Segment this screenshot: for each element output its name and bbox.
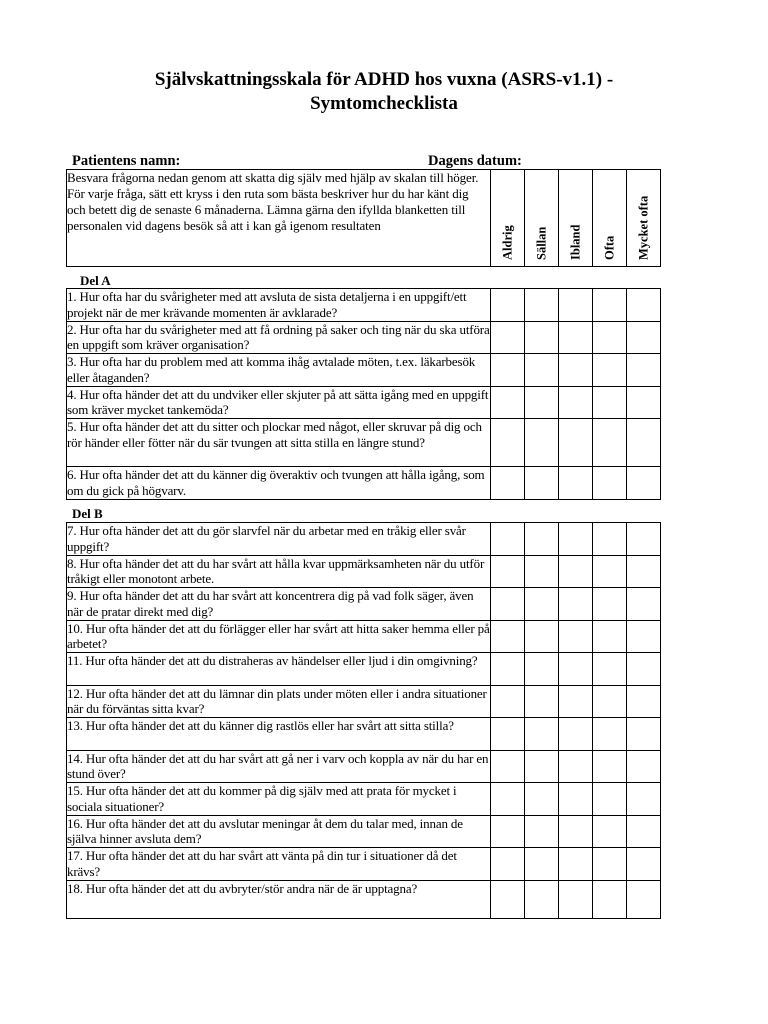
answer-box[interactable] — [491, 523, 525, 556]
answer-box[interactable] — [559, 815, 593, 848]
answer-box[interactable] — [559, 523, 593, 556]
page-title — [0, 68, 768, 116]
answer-box[interactable] — [525, 783, 559, 816]
answer-box[interactable] — [491, 386, 525, 419]
answer-box[interactable] — [559, 653, 593, 686]
answer-box[interactable] — [491, 419, 525, 467]
answer-box[interactable] — [593, 588, 627, 621]
answer-box[interactable] — [525, 555, 559, 588]
question-row — [67, 848, 661, 881]
answer-box[interactable] — [627, 718, 661, 751]
scale-header-mycket-ofta — [627, 170, 661, 267]
scale-label: Sällan — [534, 226, 548, 260]
answer-box[interactable] — [491, 467, 525, 500]
answer-box[interactable] — [491, 555, 525, 588]
question-text: 7. Hur ofta händer det att du gör slarvfel när du arbetar med en tråkig eller svår uppgift? — [67, 523, 491, 556]
question-text: 6. Hur ofta händer det att du känner dig överaktiv och tvungen att hålla igång, som om du gick på högvarv. — [67, 467, 491, 500]
answer-box[interactable] — [559, 588, 593, 621]
answer-box[interactable] — [525, 588, 559, 621]
section-label-del-b: Del B — [72, 506, 103, 521]
scale-label: Ibland — [568, 224, 582, 260]
answer-box[interactable] — [627, 419, 661, 467]
answer-box[interactable] — [525, 653, 559, 686]
question-row — [67, 467, 661, 500]
answer-box[interactable] — [491, 718, 525, 751]
part-b-rows — [67, 523, 661, 919]
answer-box[interactable] — [559, 750, 593, 783]
question-row — [67, 685, 661, 718]
question-row — [67, 354, 661, 387]
answer-box[interactable] — [525, 386, 559, 419]
part-a-rows — [67, 289, 661, 500]
answer-box[interactable] — [593, 653, 627, 686]
question-text: 3. Hur ofta har du problem med att komma ihåg avtalade möten, t.ex. läkarbesök eller åtaganden? — [67, 354, 491, 387]
answer-box[interactable] — [627, 386, 661, 419]
question-text: 1. Hur ofta har du svårigheter med att avsluta de sista detaljerna i en uppgift/ett projekt när de mer krävande momenten är avklarade? — [67, 289, 491, 322]
answer-box[interactable] — [627, 354, 661, 387]
answer-box[interactable] — [491, 321, 525, 354]
answer-box[interactable] — [559, 620, 593, 653]
question-text: 11. Hur ofta händer det att du distraheras av händelser eller ljud i din omgivning? — [67, 653, 491, 686]
date-label: Dagens datum: — [428, 153, 522, 169]
answer-box[interactable] — [559, 555, 593, 588]
answer-box[interactable] — [593, 419, 627, 467]
scale-header-aldrig — [491, 170, 525, 267]
answer-box[interactable] — [559, 289, 593, 322]
answer-box[interactable] — [627, 815, 661, 848]
answer-box[interactable] — [525, 354, 559, 387]
title-line-2: Symtomchecklista — [310, 93, 458, 114]
question-text: 14. Hur ofta händer det att du har svårt att gå ner i varv och koppla av när du har en stund över? — [67, 750, 491, 783]
answer-box[interactable] — [559, 321, 593, 354]
answer-box[interactable] — [559, 354, 593, 387]
answer-box[interactable] — [627, 588, 661, 621]
patient-name-label: Patientens namn: — [72, 153, 181, 169]
answer-box[interactable] — [593, 750, 627, 783]
answer-box[interactable] — [559, 880, 593, 918]
answer-box[interactable] — [593, 354, 627, 387]
answer-box[interactable] — [627, 880, 661, 918]
question-text: 18. Hur ofta händer det att du avbryter/stör andra när de är upptagna? — [67, 880, 491, 918]
answer-box[interactable] — [491, 880, 525, 918]
answer-box[interactable] — [491, 750, 525, 783]
question-text: 10. Hur ofta händer det att du förlägger eller har svårt att hitta saker hemma eller på arbetet? — [67, 620, 490, 651]
question-text: 4. Hur ofta händer det att du undviker eller skjuter på att sätta igång med en uppgift som kräver mycket tankemöda? — [67, 386, 491, 419]
answer-box[interactable] — [559, 718, 593, 751]
question-row — [67, 653, 661, 686]
question-row — [67, 750, 661, 783]
title-line-1: Självskattningsskala för ADHD hos vuxna (ASRS-v1.1) - — [154, 69, 614, 90]
answer-box[interactable] — [627, 620, 661, 653]
question-text: 5. Hur ofta händer det att du sitter och plockar med något, eller skruvar på dig och rör händer eller fötter när du sär tvungen att sitta stilla en längre stund? — [67, 419, 491, 467]
question-text: 17. Hur ofta händer det att du har svårt att vänta på din tur i situationer då det krävs? — [67, 848, 491, 881]
answer-box[interactable] — [593, 815, 627, 848]
answer-box[interactable] — [593, 848, 627, 881]
answer-box[interactable] — [525, 620, 559, 653]
answer-box[interactable] — [593, 685, 627, 718]
answer-box[interactable] — [593, 386, 627, 419]
answer-box[interactable] — [627, 848, 661, 881]
answer-box[interactable] — [525, 289, 559, 322]
question-row — [67, 419, 661, 467]
answer-box[interactable] — [627, 555, 661, 588]
answer-box[interactable] — [593, 467, 627, 500]
question-row — [67, 880, 661, 918]
question-row — [67, 620, 661, 653]
answer-box[interactable] — [627, 289, 661, 322]
answer-box[interactable] — [525, 467, 559, 500]
question-row — [67, 555, 661, 588]
answer-box[interactable] — [491, 620, 525, 653]
answer-box[interactable] — [593, 555, 627, 588]
answer-box[interactable] — [627, 523, 661, 556]
question-row — [67, 588, 661, 621]
answer-box[interactable] — [627, 321, 661, 354]
scale-label: Ofta — [602, 235, 616, 260]
answer-box[interactable] — [593, 523, 627, 556]
question-text: 13. Hur ofta händer det att du känner dig rastlös eller har svårt att sitta stilla? — [67, 718, 491, 751]
section-label-del-a: Del A — [80, 273, 111, 288]
question-text: 8. Hur ofta händer det att du har svårt att hålla kvar uppmärksamheten när du utför tråkigt eller monotont arbete. — [67, 555, 491, 588]
answer-box[interactable] — [559, 848, 593, 881]
answer-box[interactable] — [491, 289, 525, 322]
scale-header-ofta — [593, 170, 627, 267]
questions-table-part-a — [66, 288, 661, 500]
answer-box[interactable] — [525, 880, 559, 918]
answer-box[interactable] — [627, 783, 661, 816]
question-row — [67, 386, 661, 419]
questions-table-part-b — [66, 522, 661, 919]
answer-box[interactable] — [525, 685, 559, 718]
instructions-text: Besvara frågorna nedan genom att skatta dig själv med hjälp av skalan till höger. För varje fråga, sätt ett kryss i den ruta som bästa beskriver hur du har känt dig och betett dig de senaste 6 månaderna. Lämna gärna den ifyllda blanketten till personalen vid dagens besök så att i kan gå igenom resultaten — [67, 170, 491, 267]
question-text: 12. Hur ofta händer det att du lämnar din plats under möten eller i andra situationer när du förväntas sitta kvar? — [67, 685, 491, 718]
answer-box[interactable] — [593, 321, 627, 354]
answer-box[interactable] — [627, 653, 661, 686]
answer-box[interactable] — [559, 386, 593, 419]
instructions-table — [66, 169, 661, 267]
answer-box[interactable] — [559, 685, 593, 718]
answer-box[interactable] — [593, 880, 627, 918]
scale-header-sallan — [525, 170, 559, 267]
answer-box[interactable] — [593, 289, 627, 322]
answer-box[interactable] — [525, 815, 559, 848]
answer-box[interactable] — [491, 815, 525, 848]
answer-box[interactable] — [491, 653, 525, 686]
answer-box[interactable] — [559, 467, 593, 500]
answer-box[interactable] — [627, 750, 661, 783]
scale-label: Aldrig — [500, 225, 514, 260]
question-row — [67, 815, 661, 848]
answer-box[interactable] — [525, 750, 559, 783]
question-row — [67, 289, 661, 322]
answer-box[interactable] — [627, 685, 661, 718]
answer-box[interactable] — [491, 588, 525, 621]
answer-box[interactable] — [491, 685, 525, 718]
question-text: 9. Hur ofta händer det att du har svårt att koncentrera dig på vad folk säger, även när de pratar direkt med dig? — [67, 588, 491, 621]
answer-box[interactable] — [491, 783, 525, 816]
answer-box[interactable] — [525, 321, 559, 354]
answer-box[interactable] — [593, 783, 627, 816]
question-text: 2. Hur ofta har du svårigheter med att få ordning på saker och ting när du ska utföra en uppgift som kräver organisation? — [67, 321, 490, 352]
answer-box[interactable] — [525, 523, 559, 556]
answer-box[interactable] — [559, 783, 593, 816]
answer-box[interactable] — [559, 419, 593, 467]
scale-header-ibland — [559, 170, 593, 267]
answer-box[interactable] — [593, 620, 627, 653]
question-text: 15. Hur ofta händer det att du kommer på dig själv med att prata för mycket i sociala situationer? — [67, 783, 491, 816]
answer-box[interactable] — [525, 419, 559, 467]
answer-box[interactable] — [525, 718, 559, 751]
scale-label: Mycket ofta — [636, 195, 650, 260]
question-row — [67, 718, 661, 751]
answer-box[interactable] — [593, 718, 627, 751]
question-row — [67, 321, 661, 354]
answer-box[interactable] — [525, 848, 559, 881]
question-row — [67, 523, 661, 556]
answer-box[interactable] — [491, 354, 525, 387]
question-row — [67, 783, 661, 816]
question-text: 16. Hur ofta händer det att du avslutar meningar åt dem du talar med, innan de själva hinner avsluta dem? — [67, 815, 491, 848]
answer-box[interactable] — [491, 848, 525, 881]
answer-box[interactable] — [627, 467, 661, 500]
